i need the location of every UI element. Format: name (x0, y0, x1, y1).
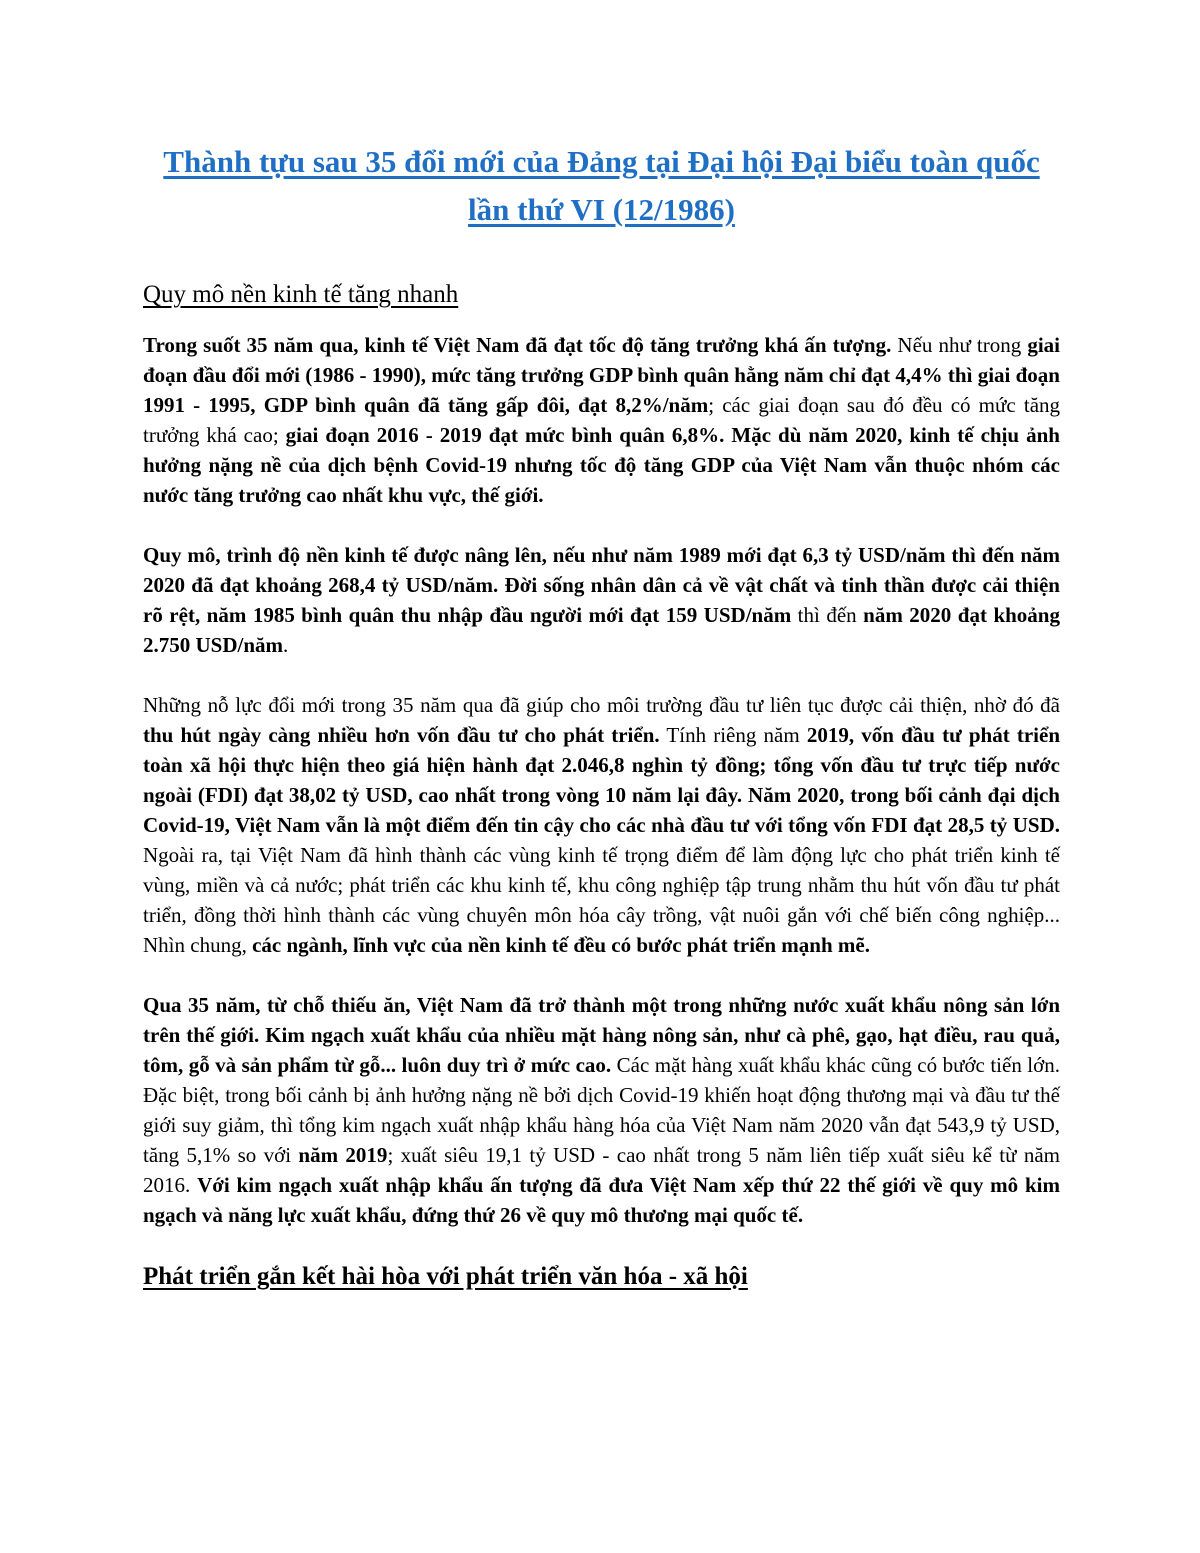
paragraph-investment (143, 690, 1060, 960)
text-run: Với kim ngạch xuất nhập khẩu ấn tượng đã đưa Việt Nam xếp thứ 22 thế giới về quy mô kim ngạch và năng lực xuất khẩu, đứng thứ 26 về quy mô thương mại quốc tế. (143, 1173, 1060, 1227)
text-run: Qua 35 năm, từ chỗ thiếu ăn, Việt Nam đã trở thành một trong những nước xuất khẩu nông sản lớn trên thế giới. Kim ngạch xuất khẩu của nhiều mặt hàng nông sản, như cà phê, gạo, hạt điều, rau quả, tôm, gỗ và sản phẩm từ gỗ... luôn duy trì ở mức cao. (143, 993, 1060, 1077)
text-run: thì đến (791, 603, 864, 627)
text-run: Nếu như trong (891, 333, 1028, 357)
paragraph-scale (143, 540, 1060, 660)
text-run: giai đoạn 2016 - 2019 đạt mức bình quân 6,8%. Mặc dù năm 2020, kinh tế chịu ảnh hưởng nặng nề của dịch bệnh Covid-19 nhưng tốc độ tăng GDP của Việt Nam vẫn thuộc nhóm các nước tăng trưởng cao nhất khu vực, thế giới. (143, 423, 1060, 507)
section-heading-economy: Quy mô nền kinh tế tăng nhanh (143, 281, 459, 308)
text-run: năm 2020 đạt khoảng 2.750 USD/năm (143, 603, 1060, 657)
text-run: ; xuất siêu 19,1 tỷ USD - cao nhất trong 5 năm liên tiếp xuất siêu kể từ năm 2016. (143, 1143, 1061, 1197)
text-run: giai đoạn đầu đổi mới (1986 - 1990), mức tăng trưởng GDP bình quân hằng năm chỉ đạt 4,4% thì giai đoạn 1991 - 1995, GDP bình quân đã tăng gấp đôi, đạt 8,2%/năm (143, 333, 1060, 417)
text-run: . (283, 633, 289, 657)
text-run: Quy mô, trình độ nền kinh tế được nâng lên, nếu như năm 1989 mới đạt 6,3 tỷ USD/năm thì đến năm 2020 đã đạt khoảng 268,4 tỷ USD/năm. Đời sống nhân dân cả về vật chất và tinh thần được cải thiện rõ rệt, năm 1985 bình quân thu nhập đầu người mới đạt 159 USD/năm (143, 543, 1060, 627)
text-run: ; các giai đoạn sau đó đều có mức tăng trưởng khá cao; (143, 393, 1061, 447)
text-run: các ngành, lĩnh vực của nền kinh tế đều có bước phát triển mạnh mẽ. (252, 933, 870, 957)
text-run: Trong suốt 35 năm qua, kinh tế Việt Nam đã đạt tốc độ tăng trưởng khá ấn tượng. (143, 333, 892, 357)
text-run: Tính riêng năm (659, 723, 807, 747)
text-run: năm 2019 (298, 1143, 388, 1167)
text-run: Ngoài ra, tại Việt Nam đã hình thành các vùng kinh tế trọng điểm để làm động lực cho phát triển kinh tế vùng, miền và cả nước; phát triển các khu kinh tế, khu công nghiệp tập trung nhằm thu hút vốn đầu tư phát triển, đồng thời hình thành các vùng chuyên môn hóa cây trồng, vật nuôi gắn với chế biến công nghiệp... Nhìn chung, (143, 843, 1060, 957)
text-run: Các mặt hàng xuất khẩu khác cũng có bước tiến lớn. Đặc biệt, trong bối cảnh bị ảnh hưởng nặng nề bởi dịch Covid-19 khiến hoạt động thương mại và đầu tư thế giới suy giảm, thì tổng kim ngạch xuất nhập khẩu hàng hóa của Việt Nam năm 2020 vẫn đạt 543,9 tỷ USD, tăng 5,1% so với (143, 1053, 1060, 1167)
paragraph-growth (143, 330, 1060, 510)
section-heading-culture: Phát triển gắn kết hài hòa với phát triển văn hóa - xã hội (143, 1263, 748, 1290)
paragraph-export (143, 990, 1060, 1230)
text-run: 2019, vốn đầu tư phát triển toàn xã hội thực hiện theo giá hiện hành đạt 2.046,8 nghìn tỷ đồng; tổng vốn đầu tư trực tiếp nước ngoài (FDI) đạt 38,02 tỷ USD, cao nhất trong vòng 10 năm lại đây. Năm 2020, trong bối cảnh đại dịch Covid-19, Việt Nam vẫn là một điểm đến tin cậy cho các nhà đầu tư với tổng vốn FDI đạt 28,5 tỷ USD. (143, 723, 1060, 837)
text-run: thu hút ngày càng nhiều hơn vốn đầu tư cho phát triển. (143, 723, 660, 747)
text-run: Những nỗ lực đổi mới trong 35 năm qua đã giúp cho môi trường đầu tư liên tục được cải thiện, nhờ đó đã (143, 693, 1060, 717)
document-title[interactable]: Thành tựu sau 35 đổi mới của Đảng tại Đại hội Đại biểu toàn quốc lần thứ VI (12/1986) (163, 144, 1040, 227)
